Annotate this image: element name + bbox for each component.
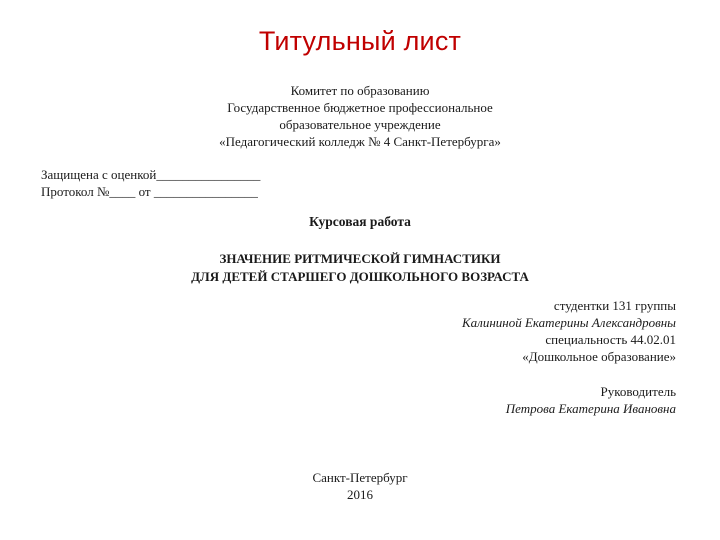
author-specialty: специальность 44.02.01 (545, 332, 676, 347)
supervisor-block (276, 383, 676, 417)
topic-line: ЗНАЧЕНИЕ РИТМИЧЕСКОЙ ГИМНАСТИКИ (219, 251, 501, 266)
work-type: Курсовая работа (309, 214, 411, 229)
grade-line: Защищена с оценкой________________ (41, 167, 261, 182)
organization-block (110, 82, 610, 150)
topic-line: ДЛЯ ДЕТЕЙ СТАРШЕГО ДОШКОЛЬНОГО ВОЗРАСТА (191, 269, 529, 284)
topic-block (0, 250, 720, 286)
footer-block (0, 469, 720, 503)
organization-line: образовательное учреждение (279, 117, 441, 132)
author-program: «Дошкольное образование» (522, 349, 676, 364)
slide-title: Титульный лист (258, 26, 462, 56)
organization-line: «Педагогический колледж № 4 Санкт-Петербурга» (219, 134, 501, 149)
author-name: Калининой Екатерины Александровны (462, 315, 676, 330)
organization-line: Комитет по образованию (290, 83, 430, 98)
protocol-line: Протокол №____ от ________________ (41, 184, 258, 199)
protection-block (41, 166, 361, 200)
supervisor-name: Петрова Екатерина Ивановна (505, 401, 676, 416)
footer-year: 2016 (347, 487, 373, 502)
footer-city: Санкт-Петербург (312, 470, 408, 485)
supervisor-label: Руководитель (600, 384, 676, 399)
author-group: студентки 131 группы (553, 298, 676, 313)
organization-line: Государственное бюджетное профессиональное (227, 100, 493, 115)
author-block (276, 297, 676, 365)
